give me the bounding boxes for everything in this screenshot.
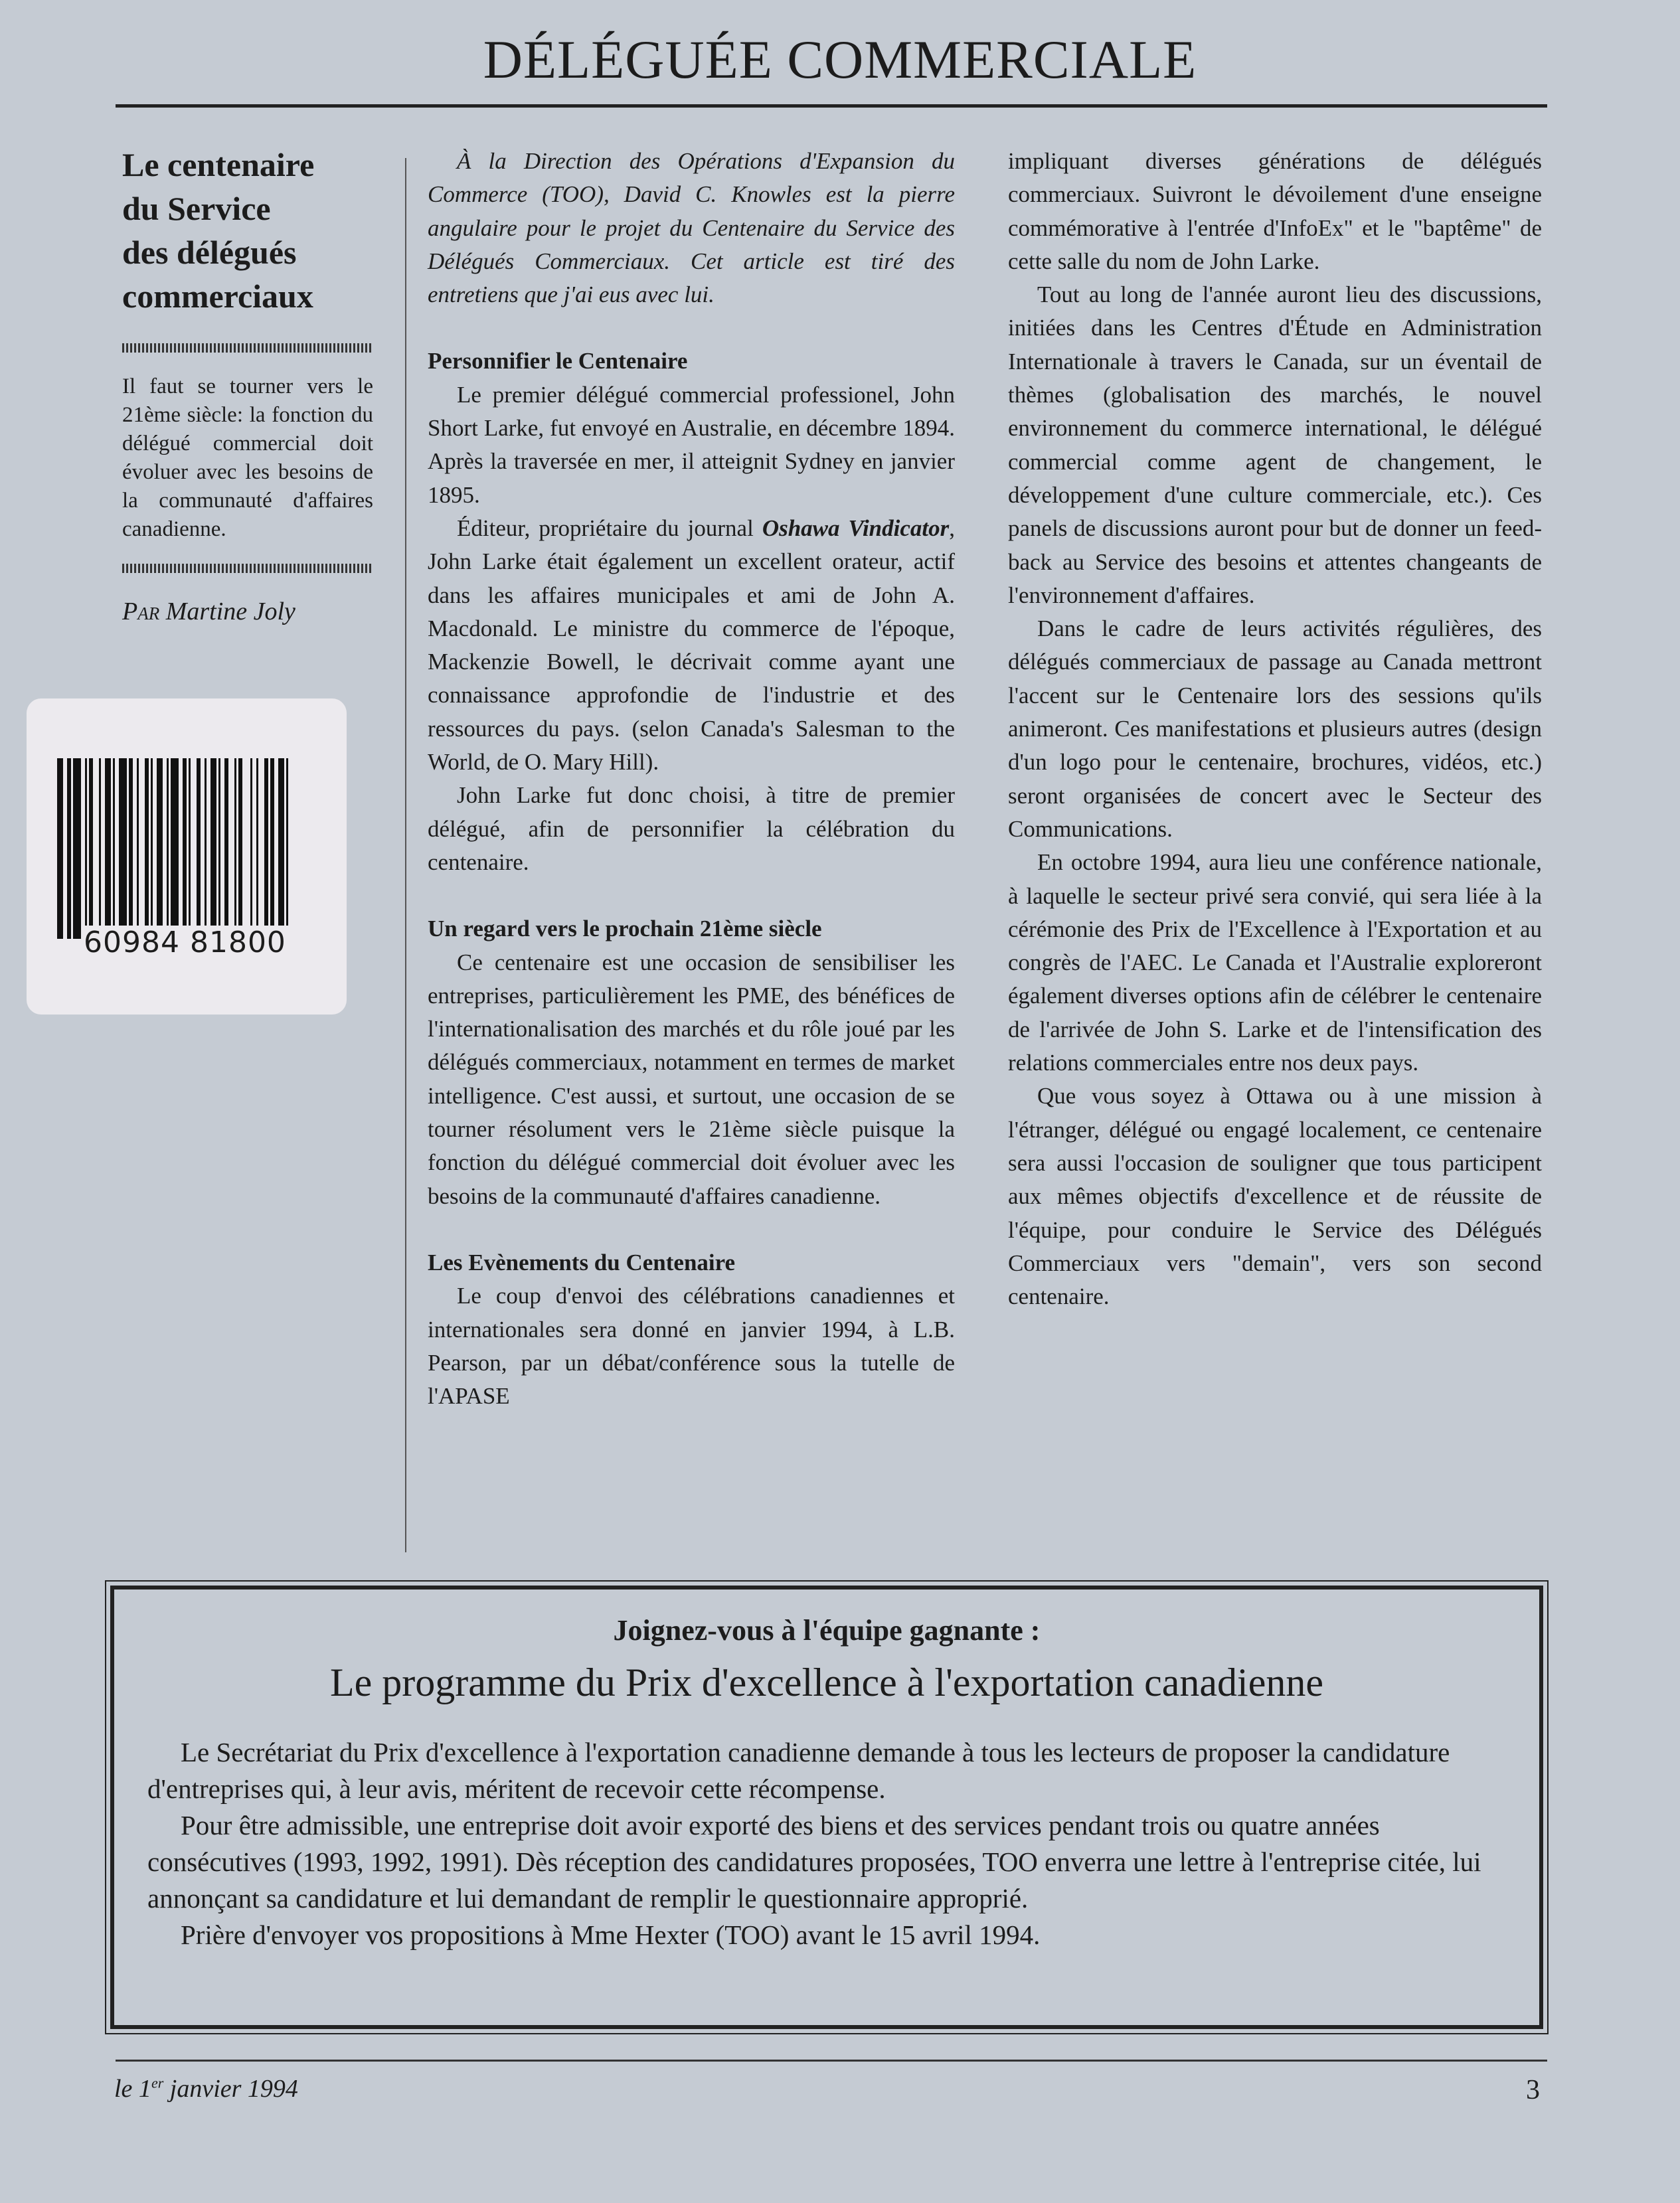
journal-name: Oshawa Vindicator (762, 515, 950, 541)
article-intro: À la Direction des Opérations d'Expansion du Commerce (TOO), David C. Knowles est la pierre angulaire pour le projet du Centenaire du Service des Délégués Commerciaux. Cet article est tiré des entretiens que j'ai eus avec lui. (428, 148, 955, 308)
byline-prefix: Par (122, 598, 160, 625)
paragraph: Ce centenaire est une occasion de sensibiliser les entreprises, particulièrement les PME, des bénéfices de l'internationalisation des marchés et du rôle joué par les délégués commerciaux, notamment en termes de market intelligence. C'est aussi, et surtout, une occasion de se tourner résolument vers le 21ème siècle puisque la fonction du délégué commercial doit évoluer avec les besoins de la communauté d'affaires canadienne. (428, 949, 955, 1209)
byline (122, 596, 373, 627)
page-number: 3 (1526, 2075, 1540, 2105)
paragraph: Le premier délégué commercial professionel, John Short Larke, fut envoyé en Australie, en décembre 1894. Après la traversée en mer, il atteignit Sydney en janvier 1895. (428, 381, 955, 508)
footer-date-suffix: er (151, 2074, 164, 2091)
paragraph: En octobre 1994, aura lieu une conférence nationale, à laquelle le secteur privé sera convié, qui sera liée à la cérémonie des Prix de l'Excellence à l'Exportation et au congrès de l'AEC. Le Canada et l'Australie exploreront également diverses options afin de célébrer le centenaire de l'arrivée de John S. Larke et de l'intensification des relations commerciales entre nos deux pays. (1008, 849, 1542, 1076)
paragraph: John Larke fut donc choisi, à titre de premier délégué, afin de personnifier la célébration du centenaire. (428, 782, 955, 875)
sidebar-summary: Il faut se tourner vers le 21ème siècle: la fonction du délégué commercial doit évoluer avec les besoins de la communauté d'affaires canadienne. (122, 374, 373, 541)
ornamental-divider (122, 564, 373, 573)
paragraph: Dans le cadre de leurs activités régulières, des délégués commerciaux de passage au Canada mettront l'accent sur le Centenaire lors des sessions qu'ils animeront. Ces manifestations et plusieurs autres (design d'un logo pour le centenaire, brochures, vidéos, etc.) seront organisées de concert avec le Secteur des Communications. (1008, 615, 1542, 842)
section-heading: Un regard vers le prochain 21ème siècle (428, 916, 822, 942)
section-heading: Personnifier le Centenaire (428, 348, 688, 374)
paragraph: Pour être admissible, une entreprise doit avoir exporté des biens et des services pendant trois ou quatre années consécutives (1993, 1992, 1991). Dès réception des candidatures proposées, TOO enverra une lettre à l'entreprise citée, lui annonçant sa candidature et lui demandant de remplir le questionnaire approprié. (147, 1810, 1481, 1914)
sidebar-title-line: Le centenaire (122, 146, 315, 183)
article-column-2 (1008, 145, 1542, 1313)
paragraph (428, 512, 955, 779)
sidebar-title-line: du Service (122, 190, 271, 227)
header-rule (116, 104, 1547, 108)
sidebar-title (122, 143, 373, 318)
barcode-sticker (27, 698, 347, 1015)
section-heading: Les Evènements du Centenaire (428, 1249, 736, 1275)
byline-author: Martine Joly (165, 598, 295, 625)
announcement-title: Le programme du Prix d'excellence à l'exportation canadienne (330, 1661, 1323, 1704)
paragraph: Le coup d'envoi des célébrations canadiennes et internationales sera donné en janvier 1994, à L.B. Pearson, par un débat/conférence sous la tutelle de l'APASE (428, 1283, 955, 1410)
footer-date-rest: janvier 1994 (163, 2075, 298, 2103)
ornamental-divider (122, 343, 373, 353)
barcode-number: 60984 81800 (81, 926, 289, 959)
sidebar (122, 143, 373, 627)
masthead: DÉLÉGUÉE COMMERCIALE (483, 29, 1197, 90)
announcement-kicker: Joignez-vous à l'équipe gagnante : (613, 1614, 1041, 1647)
announcement-box (110, 1586, 1543, 2029)
paragraph: impliquant diverses générations de délégués commerciaux. Suivront le dévoilement d'une enseigne commémorative à l'entrée d'InfoEx" et le "baptême" de cette salle du nom de John Larke. (1008, 148, 1542, 274)
footer-date (114, 2074, 298, 2103)
footer-rule (116, 2060, 1547, 2062)
paragraph-text: , John Larke était également un excellent orateur, actif dans les affaires municipales et ami de John A. Macdonald. Le ministre du commerce de l'époque, Mackenzie Bowell, le décrivait comme ayant une connaissance approfondie de l'industrie et des ressources du pays. (selon Canada's Salesman to the World, de O. Mary Hill). (428, 515, 955, 775)
column-divider (405, 158, 406, 1552)
announcement-body (147, 1734, 1507, 1953)
paragraph: Le Secrétariat du Prix d'excellence à l'exportation canadienne demande à tous les lecteurs de proposer la candidature d'entreprises qui, à leur avis, méritent de recevoir cette récompense. (147, 1737, 1450, 1804)
barcode-icon (57, 758, 319, 939)
footer-date-day: le 1 (114, 2075, 151, 2103)
sidebar-title-line: des délégués (122, 234, 297, 271)
paragraph: Que vous soyez à Ottawa ou à une mission à l'étranger, délégué ou engagé localement, ce centenaire sera aussi l'occasion de souligner que tous participent aux mêmes objectifs d'excellence et de réussite de l'équipe, pour conduire le Service des Délégués Commerciaux vers "demain", vers son second centenaire. (1008, 1083, 1542, 1310)
paragraph: Prière d'envoyer vos propositions à Mme Hexter (TOO) avant le 15 avril 1994. (181, 1919, 1041, 1950)
paragraph: Tout au long de l'année auront lieu des discussions, initiées dans les Centres d'Étude en Administration Internationale à travers le Canada, sur un éventail de thèmes (globalisation des marchés, le nouvel environnement du commerce international, le délégué commercial comme agent de changement, le développement d'une culture commerciale, etc.). Ces panels de discussions auront pour but de donner un feed-back au Service des besoins et attentes changeants de l'environnement d'affaires. (1008, 282, 1542, 608)
article-column-1 (428, 145, 955, 1413)
paragraph-text: Éditeur, propriétaire du journal (457, 515, 754, 541)
sidebar-title-line: commerciaux (122, 278, 313, 315)
